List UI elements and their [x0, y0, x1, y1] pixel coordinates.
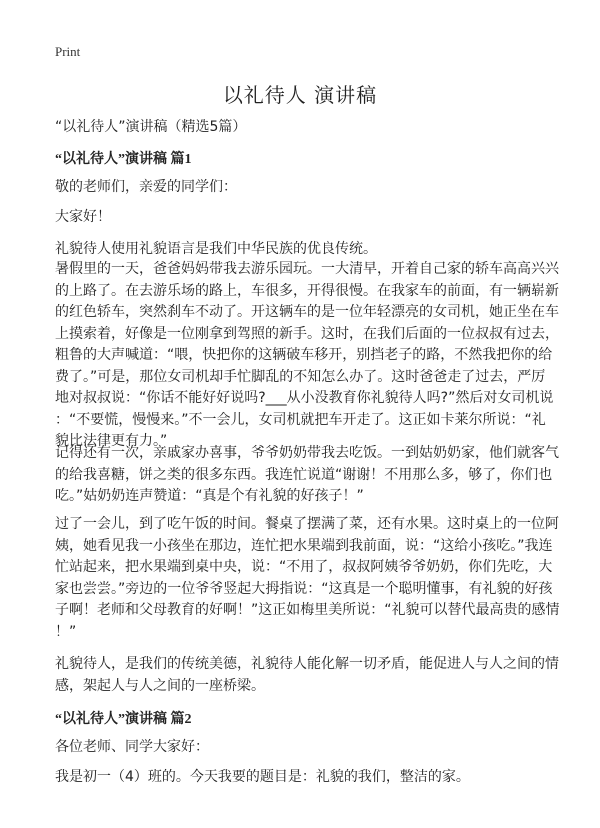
section-1-heading: “以礼待人”演讲稿 篇1	[55, 152, 192, 167]
text-line: 貌比法律更有力。”	[55, 433, 168, 449]
text-line: 地对叔叔说：“你话不能好好说吗?___从小没教育你礼貌待人吗?”然后对女司机说	[55, 390, 554, 406]
text-line: 家也尝尝。”旁边的一位爷爷竖起大拇指说：“这真是一个聪明懂事，有礼貌的好孩	[55, 580, 553, 597]
text-line: 暑假里的一天，爸爸妈妈带我去游乐园玩。一大清早，开着自己家的轿车高高兴兴	[55, 261, 559, 277]
text-line: 子啊！老师和父母教育的好啊！”这正如梅里美所说：“礼貌可以替代最高贵的感情	[55, 602, 560, 618]
intro-paragraph: 礼貌待人使用礼貌语言是我们中华民族的优良传统。	[55, 241, 377, 257]
text-line: 忙站起来，把水果端到桌中央，说：“不用了，叔叔阿姨爷爷奶奶，你们先吃，大	[55, 559, 553, 575]
section-2-intro: 我是初一（4）班的。今天我要的题目是：礼貌的我们，整洁的家。	[55, 769, 470, 785]
paragraph-4	[55, 654, 559, 697]
text-line: 费了。”可是，那位女司机却手忙脚乱的不知怎么办了。这时爸爸走了过去，严厉	[55, 368, 546, 385]
text-line: ：“不要慌，慢慢来。”不一会儿，女司机就把车开走了。这正如卡莱尔所说：“礼	[55, 411, 546, 428]
text-line: 记得还有一次，亲戚家办喜事，爷爷奶奶带我去吃饭。一到姑奶奶家，他们就客气	[55, 445, 559, 461]
text-line: 的上路了。在去游乐场的路上，车很多，开得很慢。在我家车的前面，有一辆崭新	[55, 282, 559, 299]
greeting: 敬的老师们，亲爱的同学们：	[55, 179, 237, 195]
page-title: 以礼待人 演讲稿	[222, 83, 378, 107]
subtitle: “以礼待人”演讲稿（精选5篇）	[55, 119, 247, 135]
text-line: 过了一会儿，到了吃午饭的时间。餐桌了摆满了菜，还有水果。这时桌上的一位阿	[55, 516, 559, 532]
section-2-greeting: 各位老师、同学大家好：	[55, 739, 209, 755]
text-line: 姨，她看见我一小孩坐在那边，连忙把水果端到我前面，说：“这给小孩吃。”我连	[55, 537, 553, 554]
text-line: ！”	[55, 623, 77, 640]
paragraph-3	[55, 514, 560, 643]
print-label: Print	[55, 44, 81, 59]
section-2-heading: “以礼待人”演讲稿 篇2	[55, 712, 192, 727]
text-line: 粗鲁的大声喊道：“喂，快把你的这辆破车移开，别挡老子的路，不然我把你的给	[55, 347, 553, 363]
text-line: 的红色轿车，突然刹车不动了。开这辆车的是一位年轻漂亮的女司机，她正坐在车	[55, 304, 559, 320]
paragraph-2	[55, 443, 559, 508]
text-line: 感，架起人与人之间的一座桥梁。	[55, 677, 265, 694]
text-line: 的给我喜糖，饼之类的很多东西。我连忙说道“谢谢！不用那么多，够了，你们也	[55, 466, 553, 483]
text-line: 上摸索着，好像是一位刚拿到驾照的新手。这时，在我们后面的一位叔叔有过去，	[55, 325, 559, 342]
hello: 大家好！	[55, 209, 111, 225]
text-line: 礼貌待人，是我们的传统美德，礼貌待人能化解一切矛盾，能促进人与人之间的情	[55, 656, 559, 672]
text-line: 吃。”姑奶奶连声赞道：“真是个有礼貌的好孩子！”	[55, 488, 364, 504]
